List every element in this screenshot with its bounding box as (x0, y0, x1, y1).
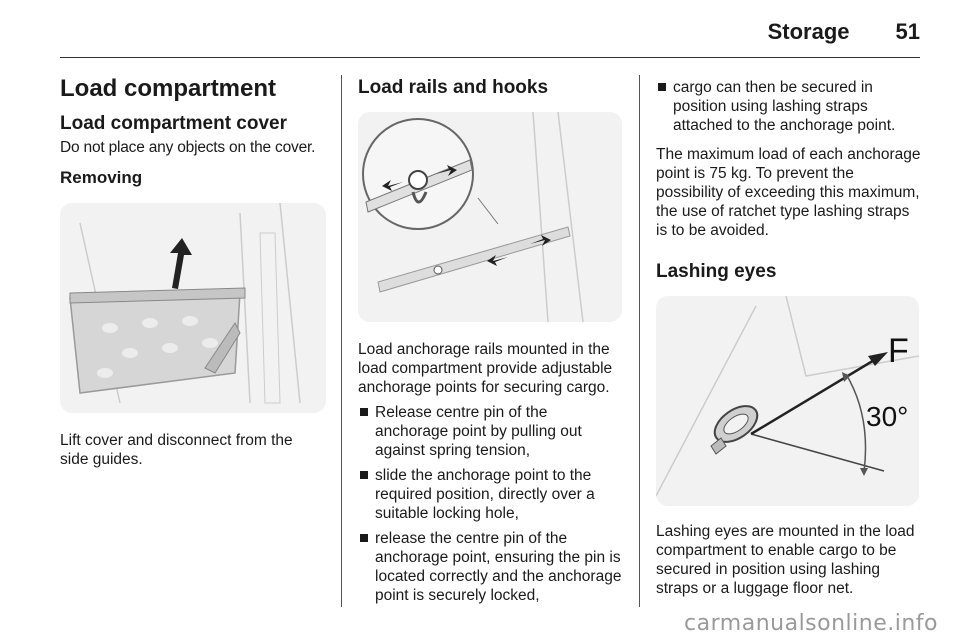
rails-heading: Load rails and hooks (358, 77, 549, 98)
cargo-steps (656, 78, 921, 135)
rails-steps (358, 403, 624, 605)
column-1 (60, 70, 328, 469)
removing-text: Lift cover and disconnect from the side guides. (60, 432, 293, 468)
column-divider-2 (639, 75, 640, 607)
bullet-icon (360, 408, 368, 416)
rails-illustration (358, 112, 622, 322)
list-item-text: slide the anchorage point to the required position, directly over a suitable locking hole, (375, 467, 595, 522)
header-rule (60, 57, 920, 58)
bullet-icon (360, 471, 368, 479)
list-item-text: cargo can then be secured in position using lashing straps attached to the anchorage point. (673, 79, 896, 134)
removing-heading: Removing (60, 168, 143, 187)
section-subtitle: Load compartment cover (60, 113, 287, 134)
watermark: carmanualsonline.info (684, 611, 938, 636)
rails-intro: Load anchorage rails mounted in the load compartment provide adjustable anchorage points for securing cargo. (358, 341, 613, 396)
list-item (656, 78, 921, 135)
lashing-eye-illustration (656, 296, 919, 506)
list-item (358, 529, 624, 605)
lashing-text: Lashing eyes are mounted in the load compartment to enable cargo to be secured in position using lashing straps or a luggage floor net. (656, 523, 915, 597)
column-divider-1 (341, 75, 342, 607)
page-title: Load compartment (60, 75, 277, 102)
list-item-text: release the centre pin of the anchorage point, ensuring the pin is located correctly and the anchorage point is securely locked, (375, 530, 622, 604)
bullet-icon (658, 83, 666, 91)
list-item (358, 403, 624, 460)
force-label: F (888, 332, 909, 370)
max-load-text: The maximum load of each anchorage point is 75 kg. To prevent the possibility of exceeding this maximum, the use of ratchet type lashing straps is to be avoided. (656, 146, 921, 239)
column-2 (358, 70, 624, 611)
angle-label: 30° (866, 401, 909, 432)
cover-intro: Do not place any objects on the cover. (60, 139, 316, 156)
list-item (358, 466, 624, 523)
page-header (60, 14, 920, 50)
column-3 (656, 70, 921, 598)
section-title: Storage (767, 19, 850, 44)
page-number: 51 (895, 19, 920, 44)
lashing-heading: Lashing eyes (656, 261, 777, 282)
cover-illustration (60, 203, 326, 413)
bullet-icon (360, 534, 368, 542)
list-item-text: Release centre pin of the anchorage point by pulling out against spring tension, (375, 404, 582, 459)
